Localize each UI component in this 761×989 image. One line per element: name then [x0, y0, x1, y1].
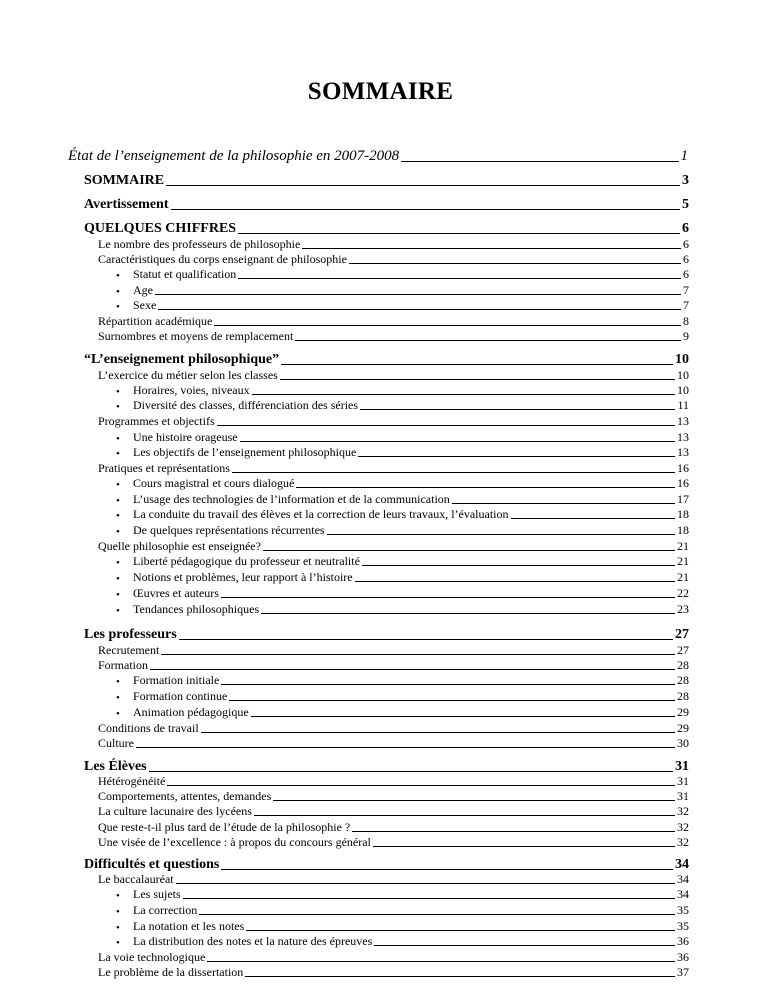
toc-entry[interactable]: [98, 820, 689, 835]
toc-entry[interactable]: [98, 314, 689, 329]
toc-entry-label: QUELQUES CHIFFRES: [84, 221, 237, 236]
toc-entry-label: État de l’enseignement de la philosophie en 2007-2008: [68, 148, 400, 164]
toc-entry-label: La conduite du travail des élèves et la correction de leurs travaux, l’évaluation: [133, 507, 509, 521]
toc-entry-label: Une histoire orageuse: [133, 430, 238, 444]
leader-line: [221, 597, 675, 598]
toc-entry[interactable]: [98, 252, 689, 267]
toc-entry-page: 36: [677, 950, 689, 964]
toc-entry-label: La correction: [133, 903, 198, 917]
toc-entry[interactable]: [116, 283, 689, 298]
toc-entry-page: 28: [677, 689, 689, 703]
leader-line: [167, 785, 675, 786]
bullet-icon: •: [116, 692, 120, 704]
toc-entry-label: SOMMAIRE: [84, 173, 165, 188]
toc-entry-page: 27: [677, 643, 689, 657]
toc-entry-label: Formation initiale: [133, 673, 220, 687]
toc-entry[interactable]: [98, 721, 689, 736]
toc-entry-label: Horaires, voies, niveaux: [133, 383, 250, 397]
toc-entry-page: 10: [675, 352, 689, 367]
leader-line: [207, 961, 675, 962]
bullet-icon: •: [116, 286, 120, 298]
toc-entry-page: 10: [677, 383, 689, 397]
toc-entry[interactable]: [98, 643, 689, 658]
toc-entry-label: Comportements, attentes, demandes: [98, 789, 272, 803]
toc-entry[interactable]: [116, 919, 689, 934]
toc-entry-page: 13: [677, 430, 689, 444]
bullet-icon: •: [116, 448, 120, 460]
toc-entry-label: L’exercice du métier selon les classes: [98, 368, 278, 382]
toc-entry-label: Le problème de la dissertation: [98, 965, 244, 979]
toc-entry-label: De quelques représentations récurrentes: [133, 523, 325, 537]
leader-line: [281, 364, 673, 365]
toc-entry-label: Une visée de l’excellence : à propos du concours général: [98, 835, 371, 849]
leader-line: [349, 263, 681, 264]
toc-entry-page: 34: [675, 857, 689, 872]
leader-line: [358, 456, 675, 457]
toc-entry[interactable]: [98, 965, 689, 980]
toc-entry-page: 18: [677, 523, 689, 537]
toc-entry-page: 8: [683, 314, 689, 328]
toc-entry[interactable]: [98, 414, 689, 429]
toc-entry-label: Age: [133, 283, 153, 297]
toc-entry[interactable]: [98, 950, 689, 965]
toc-entry-page: 9: [683, 329, 689, 343]
toc-entry-page: 32: [677, 835, 689, 849]
toc-entry-label: Caractéristiques du corps enseignant de philosophie: [98, 252, 347, 266]
leader-line: [296, 487, 675, 488]
toc-entry-page: 17: [677, 492, 689, 506]
toc-entry-page: 36: [677, 934, 689, 948]
bullet-icon: •: [116, 890, 120, 902]
toc-entry-label: “L’enseignement philosophique”: [84, 352, 280, 367]
toc-entry[interactable]: [98, 736, 689, 751]
bullet-icon: •: [116, 510, 120, 522]
toc-entry-label: Recrutement: [98, 643, 160, 657]
toc-entry[interactable]: [98, 789, 689, 804]
toc-entry-page: 13: [677, 414, 689, 428]
toc-entry-label: Quelle philosophie est enseignée?: [98, 539, 261, 553]
toc-entry[interactable]: [116, 554, 689, 569]
toc-entry-label: Que reste-t-il plus tard de l’étude de la philosophie ?: [98, 820, 351, 834]
toc-entry-label: L’usage des technologies de l’information et de la communication: [133, 492, 450, 506]
toc-entry-label: Notions et problèmes, leur rapport à l’histoire: [133, 570, 353, 584]
toc-entry-page: 28: [677, 658, 689, 672]
toc-entry[interactable]: [84, 221, 689, 237]
toc-entry-page: 32: [677, 820, 689, 834]
toc-entry-page: 31: [675, 759, 689, 774]
toc-entry-label: Hétérogénéité: [98, 774, 166, 788]
toc-entry-label: Le baccalauréat: [98, 872, 174, 886]
bullet-icon: •: [116, 573, 120, 585]
toc-entry[interactable]: [84, 627, 689, 643]
toc-entry-page: 28: [677, 673, 689, 687]
toc-entry-page: 18: [677, 507, 689, 521]
toc-entry-page: 11: [677, 398, 689, 412]
bullet-icon: •: [116, 301, 120, 313]
toc-entry-page: 34: [677, 872, 689, 886]
toc-entry-page: 22: [677, 586, 689, 600]
toc-entry-label: La voie technologique: [98, 950, 206, 964]
toc-entry[interactable]: [116, 507, 689, 522]
leader-line: [373, 846, 675, 847]
toc-entry[interactable]: [84, 352, 689, 368]
toc-entry-page: 21: [677, 539, 689, 553]
bullet-icon: •: [116, 906, 120, 918]
toc-entry[interactable]: [98, 804, 689, 819]
toc-entry[interactable]: [116, 887, 689, 902]
bullet-icon: •: [116, 676, 120, 688]
leader-line: [327, 534, 675, 535]
toc-entry-label: Statut et qualification: [133, 267, 237, 281]
toc-entry[interactable]: [98, 329, 689, 344]
toc-entry[interactable]: [116, 267, 689, 282]
toc-entry[interactable]: [116, 689, 689, 704]
leader-line: [295, 340, 681, 341]
toc-entry-label: Les Élèves: [84, 759, 147, 774]
bullet-icon: •: [116, 401, 120, 413]
toc-entry-label: Avertissement: [84, 197, 169, 212]
bullet-icon: •: [116, 433, 120, 445]
leader-line: [252, 394, 675, 395]
leader-line: [155, 294, 681, 295]
toc-entry-page: 7: [683, 283, 689, 297]
leader-line: [229, 700, 675, 701]
bullet-icon: •: [116, 557, 120, 569]
toc-entry-label: Animation pédagogique: [133, 705, 249, 719]
bullet-icon: •: [116, 270, 120, 282]
toc-entry-label: La culture lacunaire des lycéens: [98, 804, 252, 818]
leader-line: [136, 747, 675, 748]
toc-entry[interactable]: [98, 774, 689, 789]
toc-entry-page: 6: [683, 237, 689, 251]
toc-entry-label: Programmes et objectifs: [98, 414, 215, 428]
toc-entry[interactable]: [98, 872, 689, 887]
toc-entry-label: Les sujets: [133, 887, 181, 901]
bullet-icon: •: [116, 708, 120, 720]
toc-entry-page: 5: [682, 197, 689, 212]
toc-entry-page: 10: [677, 368, 689, 382]
toc-entry-page: 37: [677, 965, 689, 979]
leader-line: [217, 425, 675, 426]
leader-line: [302, 248, 681, 249]
leader-line: [158, 309, 681, 310]
toc-entry-label: Cours magistral et cours dialogué: [133, 476, 295, 490]
toc-entry-page: 21: [677, 554, 689, 568]
toc-entry[interactable]: [84, 857, 689, 873]
leader-line: [263, 550, 675, 551]
toc-entry-label: Culture: [98, 736, 134, 750]
toc-entry[interactable]: [116, 903, 689, 918]
toc-entry[interactable]: [98, 461, 689, 476]
toc-entry-label: Surnombres et moyens de remplacement: [98, 329, 294, 343]
toc-entry[interactable]: [116, 586, 689, 601]
toc-entry[interactable]: [116, 476, 689, 491]
leader-line: [401, 161, 678, 162]
toc-entry-page: 6: [683, 267, 689, 281]
leader-line: [254, 815, 675, 816]
toc-entry[interactable]: [116, 398, 689, 413]
toc-entry-page: 21: [677, 570, 689, 584]
toc-entry-page: 16: [677, 461, 689, 475]
toc-entry-page: 16: [677, 476, 689, 490]
leader-line: [166, 185, 680, 186]
leader-line: [150, 669, 675, 670]
toc-entry[interactable]: [116, 445, 689, 460]
toc-entry-page: 34: [677, 887, 689, 901]
toc-entry-label: La distribution des notes et la nature des épreuves: [133, 934, 373, 948]
toc-entry[interactable]: [116, 298, 689, 313]
toc-entry[interactable]: [116, 570, 689, 585]
bullet-icon: •: [116, 479, 120, 491]
toc-entry-label: Répartition académique: [98, 314, 213, 328]
leader-line: [273, 800, 675, 801]
toc-entry-label: Formation continue: [133, 689, 228, 703]
leader-line: [245, 976, 675, 977]
toc-entry[interactable]: [98, 539, 689, 554]
toc-entry-label: Le nombre des professeurs de philosophie: [98, 237, 301, 251]
toc-entry-label: Œuvres et auteurs: [133, 586, 219, 600]
toc-entry[interactable]: [116, 430, 689, 445]
toc-entry-page: 6: [682, 221, 689, 236]
leader-line: [232, 472, 675, 473]
toc-entry[interactable]: [84, 173, 689, 189]
toc-entry-page: 6: [683, 252, 689, 266]
toc-entry-label: Difficultés et questions: [84, 857, 220, 872]
leader-line: [179, 639, 673, 640]
leader-line: [238, 233, 680, 234]
bullet-icon: •: [116, 495, 120, 507]
leader-line: [149, 771, 673, 772]
toc-entry-page: 3: [682, 173, 689, 188]
toc-entry-label: Diversité des classes, différenciation des séries: [133, 398, 359, 412]
toc-entry-label: Pratiques et représentations: [98, 461, 230, 475]
toc-entry[interactable]: [116, 383, 689, 398]
toc-entry[interactable]: [116, 934, 689, 949]
toc-entry-label: Sexe: [133, 298, 157, 312]
leader-line: [246, 930, 675, 931]
page-title: SOMMAIRE: [307, 78, 454, 105]
toc-entry-label: Les professeurs: [84, 627, 177, 642]
toc-entry-label: Conditions de travail: [98, 721, 199, 735]
toc-entry[interactable]: [98, 658, 689, 673]
toc-entry[interactable]: [84, 759, 689, 775]
toc-entry-page: 32: [677, 804, 689, 818]
leader-line: [171, 209, 681, 210]
leader-line: [280, 379, 675, 380]
toc-entry[interactable]: [98, 835, 689, 850]
bullet-icon: •: [116, 526, 120, 538]
toc-entry[interactable]: [98, 237, 689, 252]
leader-line: [374, 945, 675, 946]
leader-line: [221, 684, 675, 685]
toc-entry[interactable]: [84, 197, 689, 213]
toc-entry[interactable]: [116, 705, 689, 720]
toc-entry-page: 31: [677, 774, 689, 788]
bullet-icon: •: [116, 589, 120, 601]
toc-entry-page: 7: [683, 298, 689, 312]
toc-entry-page: 27: [675, 627, 689, 642]
bullet-icon: •: [116, 605, 120, 617]
leader-line: [261, 613, 675, 614]
leader-line: [251, 716, 675, 717]
bullet-icon: •: [116, 937, 120, 949]
toc-entry-page: 35: [677, 919, 689, 933]
leader-line: [452, 503, 675, 504]
toc-entry[interactable]: [116, 492, 689, 507]
leader-line: [355, 581, 675, 582]
toc-entry-label: Liberté pédagogique du professeur et neutralité: [133, 554, 360, 568]
leader-line: [360, 409, 675, 410]
toc-entry[interactable]: [116, 523, 689, 538]
toc-entry[interactable]: [116, 602, 689, 617]
toc-entry-page: 1: [680, 148, 688, 164]
bullet-icon: •: [116, 922, 120, 934]
leader-line: [511, 518, 675, 519]
leader-line: [183, 898, 675, 899]
toc-entry-page: 23: [677, 602, 689, 616]
leader-line: [362, 565, 675, 566]
leader-line: [240, 441, 675, 442]
leader-line: [161, 654, 675, 655]
leader-line: [214, 325, 681, 326]
toc-entry-label: La notation et les notes: [133, 919, 245, 933]
toc-entry-page: 29: [677, 705, 689, 719]
toc-entry-label: Tendances philosophiques: [133, 602, 260, 616]
toc-entry-page: 13: [677, 445, 689, 459]
toc-entry[interactable]: [68, 148, 688, 165]
leader-line: [201, 732, 675, 733]
toc-entry-label: Formation: [98, 658, 148, 672]
leader-line: [176, 883, 675, 884]
toc-entry[interactable]: [98, 368, 689, 383]
leader-line: [352, 831, 675, 832]
leader-line: [221, 869, 673, 870]
toc-entry-label: Les objectifs de l’enseignement philosophique: [133, 445, 357, 459]
toc-entry-page: 29: [677, 721, 689, 735]
toc-entry-page: 31: [677, 789, 689, 803]
bullet-icon: •: [116, 386, 120, 398]
toc-entry-page: 30: [677, 736, 689, 750]
toc-entry-page: 35: [677, 903, 689, 917]
toc-entry[interactable]: [116, 673, 689, 688]
leader-line: [199, 914, 675, 915]
leader-line: [238, 278, 681, 279]
